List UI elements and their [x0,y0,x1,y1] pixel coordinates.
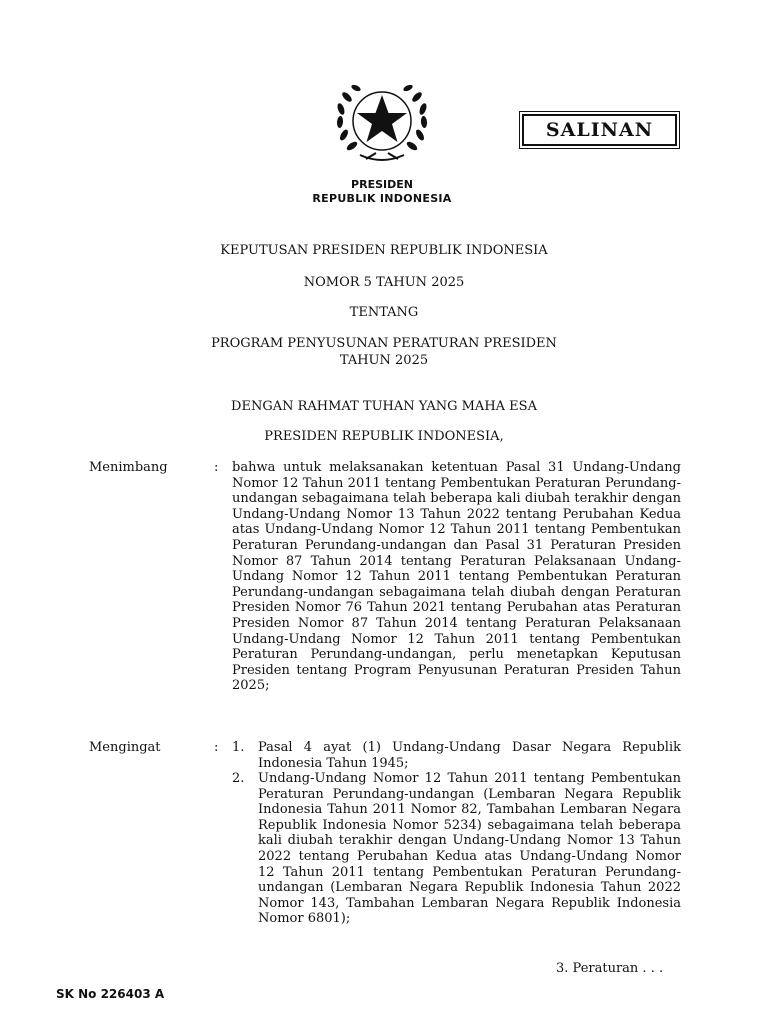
decree-subject-line1: PROGRAM PENYUSUNAN PERATURAN PRESIDEN [211,336,557,351]
list-item-text: Undang-Undang Nomor 12 Tahun 2011 tentang Pembentukan Peraturan Perundang-undangan (Lembaran Negara Republik Indonesia Tahun 2011 Nomor 82, Tambahan Lembaran Negara Republik Indonesia Nomor 5234) sebagaimana telah beberapa kali diubah terakhir dengan Undang-Undang Nomor 13 Tahun 2022 tentang Perubahan Kedua atas Undang-Undang Nomor 12 Tahun 2011 tentang Pembentukan Peraturan Perundang-undangan (Lembaran Negara Republik Indonesia Tahun 2022 Nomor 143, Tambahan Lembaran Negara Republik Indonesia Nomor 6801); [258,771,681,927]
menimbang-label: Menimbang [89,460,168,475]
salinan-stamp: SALINAN [522,114,677,146]
decree-number: NOMOR 5 TAHUN 2025 [303,275,465,290]
issuer: PRESIDEN REPUBLIK INDONESIA, [264,429,504,444]
emblem-icon [330,75,434,167]
list-item-number: 1. [232,740,245,755]
mengingat-colon: : [214,740,219,755]
continuation-marker: 3. Peraturan . . . [556,961,664,976]
invocation: DENGAN RAHMAT TUHAN YANG MAHA ESA [231,399,537,414]
office-title-line1: PRESIDEN [351,178,413,191]
list-item-text: Pasal 4 ayat (1) Undang-Undang Dasar Negara Republik Indonesia Tahun 1945; [258,740,681,771]
list-item-number: 2. [232,771,245,786]
decree-about: TENTANG [349,305,419,320]
serial-number: SK No 226403 A [56,987,165,1001]
decree-title: KEPUTUSAN PRESIDEN REPUBLIK INDONESIA [220,243,548,258]
menimbang-colon: : [214,460,219,475]
menimbang-text: bahwa untuk melaksanakan ketentuan Pasal 31 Undang-Undang Nomor 12 Tahun 2011 tentang Pembentukan Peraturan Perundang-undangan sebagaimana telah beberapa kali diubah terakhir dengan Undang-Undang Nomor 13 Tahun 2022 tentang Perubahan Kedua atas Undang-Undang Nomor 12 Tahun 2011 tentang Pembentukan Peraturan Perundang-undangan dan Pasal 31 Peraturan Presiden Nomor 87 Tahun 2014 tentang Peraturan Pelaksanaan Undang-Undang Nomor 12 Tahun 2011 tentang Pembentukan Peraturan Perundang-undangan sebagaimana telah diubah dengan Peraturan Presiden Nomor 76 Tahun 2021 tentang Perubahan atas Peraturan Presiden Nomor 87 Tahun 2014 tentang Peraturan Pelaksanaan Undang-Undang Nomor 12 Tahun 2011 tentang Pembentukan Peraturan Perundang-undangan, perlu menetapkan Keputusan Presiden tentang Program Penyusunan Peraturan Presiden Tahun 2025; [232,460,681,694]
decree-subject-line2: TAHUN 2025 [339,353,429,368]
mengingat-label: Mengingat [89,740,161,755]
office-title-line2: REPUBLIK INDONESIA [312,192,452,205]
